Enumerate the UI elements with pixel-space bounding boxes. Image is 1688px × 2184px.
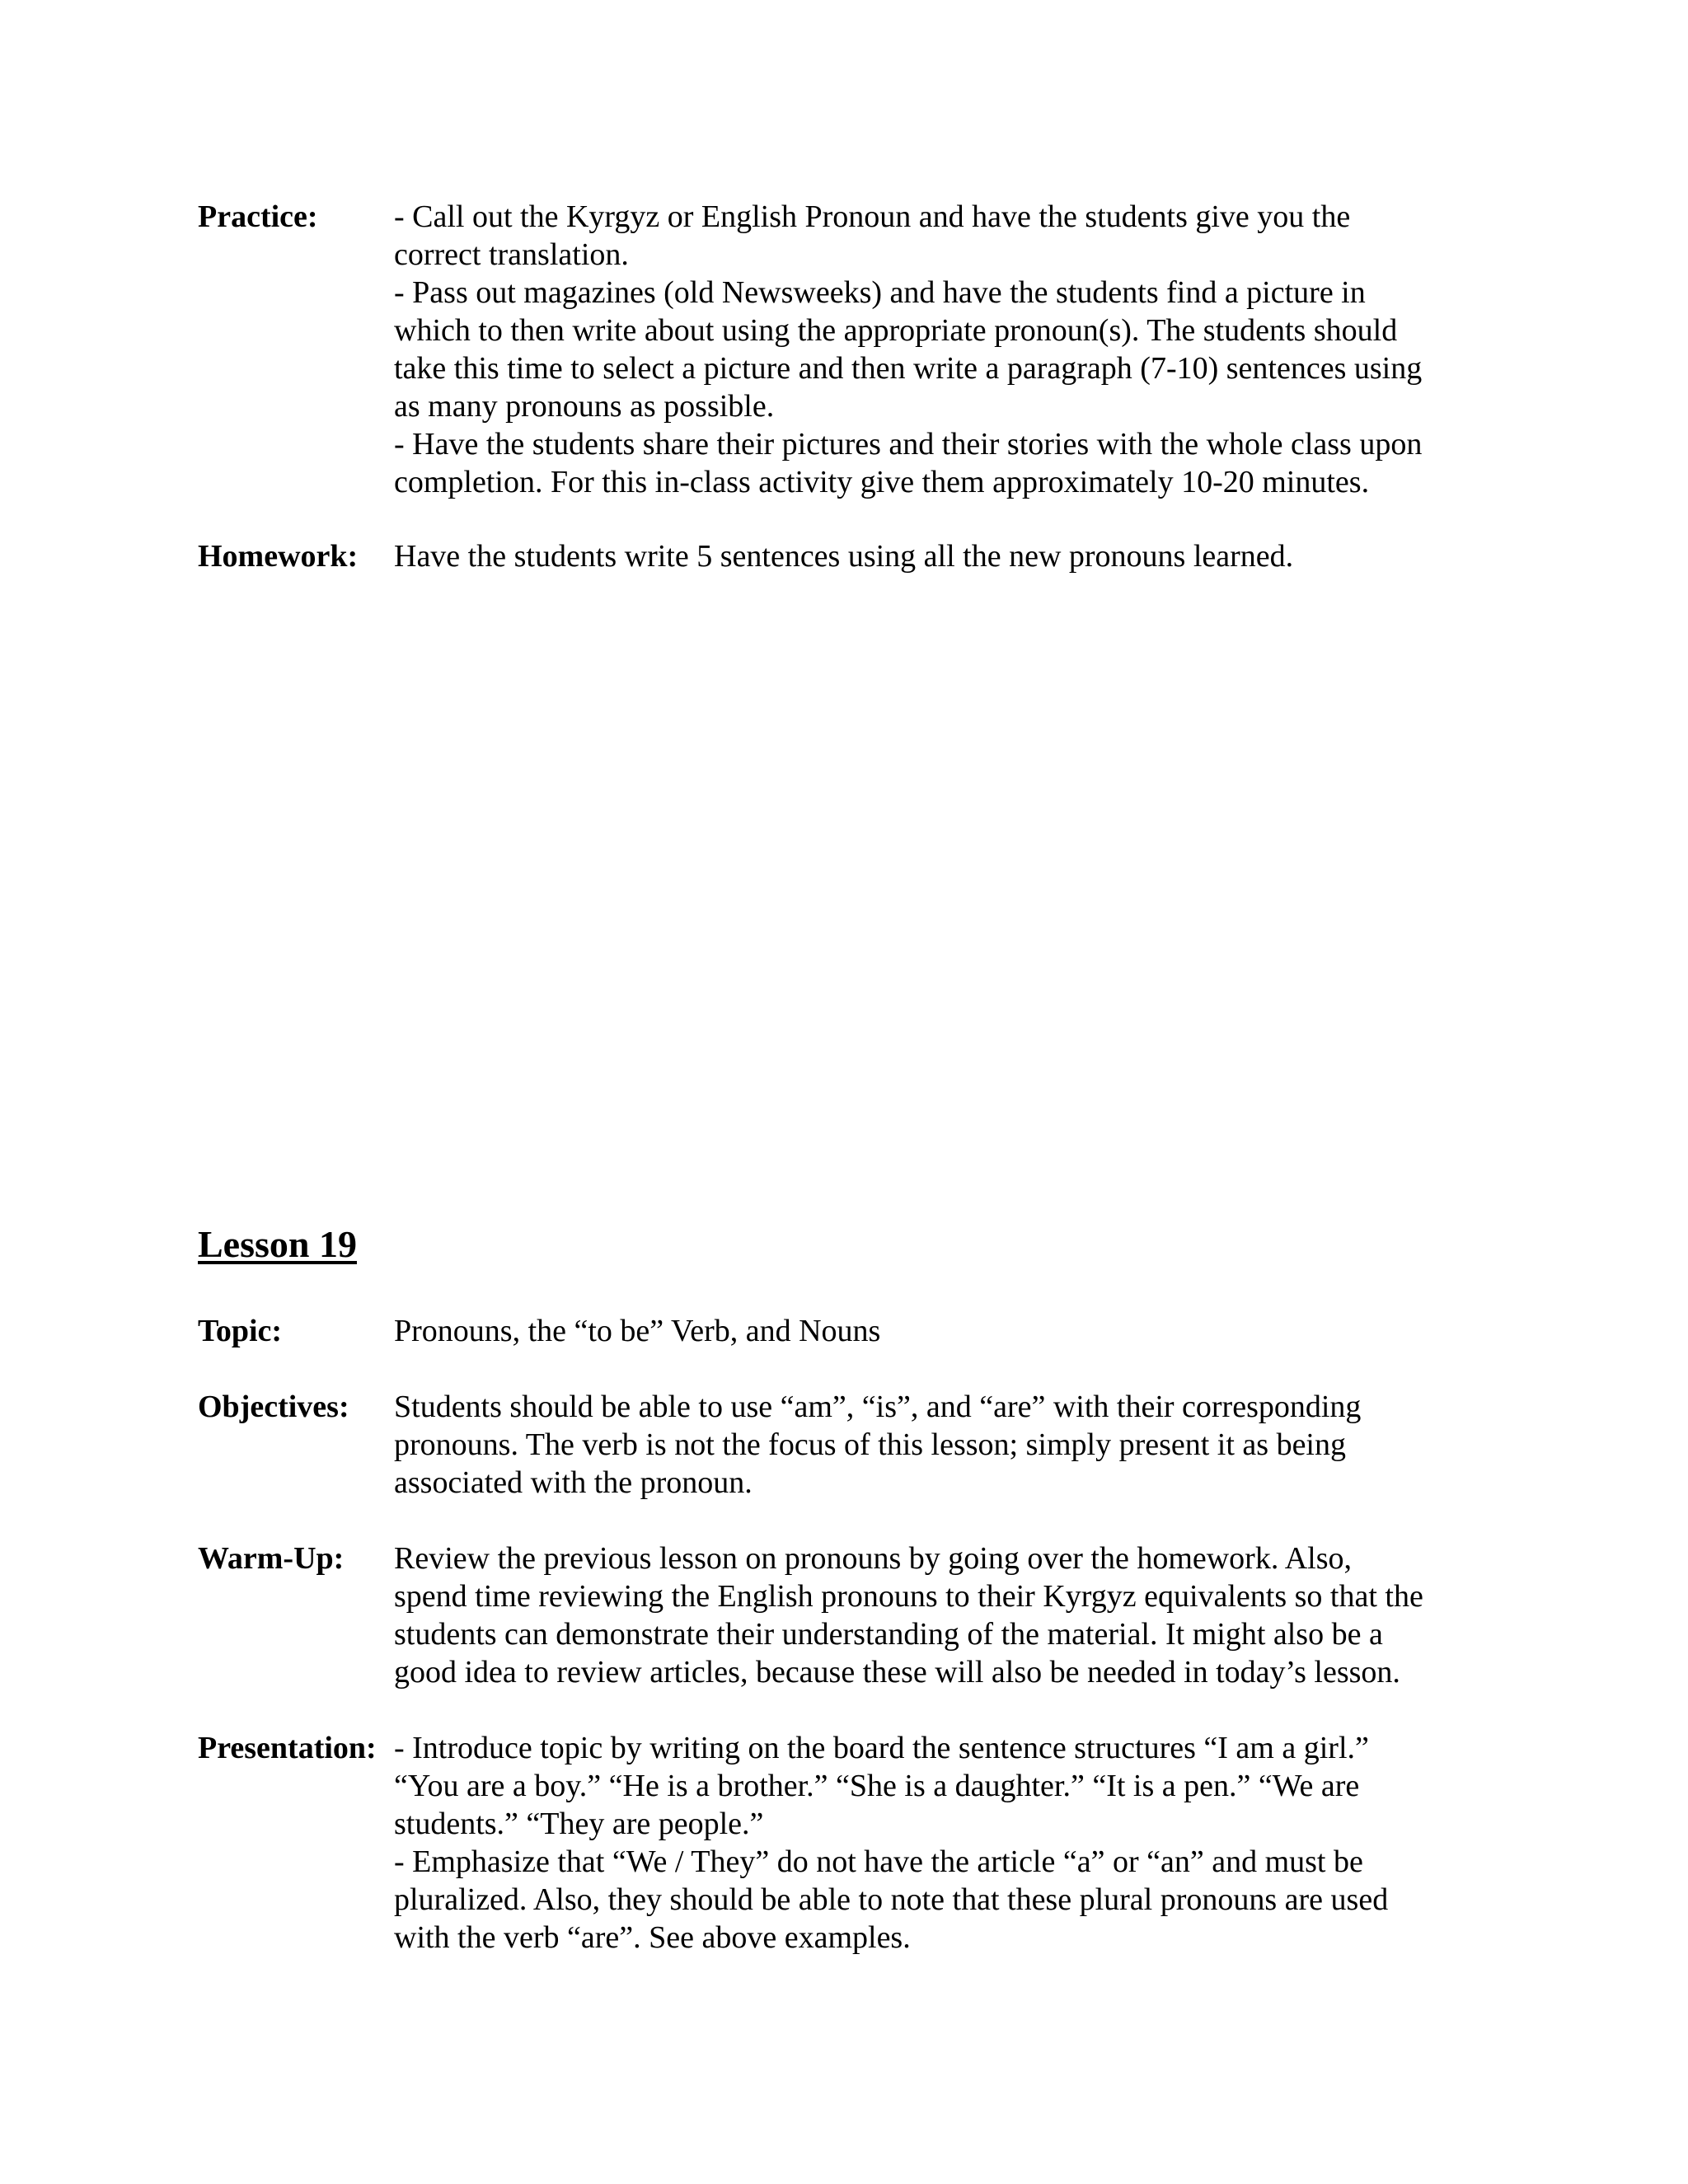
- warmup-section: [198, 1540, 1500, 1691]
- practice-line: as many pronouns as possible.: [394, 389, 775, 424]
- objectives-section: [198, 1388, 1500, 1502]
- practice-line: - Call out the Kyrgyz or English Pronoun and have the students give you the: [394, 199, 1351, 234]
- lesson-title: Lesson 19: [198, 1223, 357, 1265]
- warmup-line: students can demonstrate their understanding of the material. It might also be a: [394, 1617, 1383, 1652]
- practice-line: which to then write about using the appropriate pronoun(s). The students should: [394, 313, 1398, 348]
- presentation-section: [198, 1729, 1500, 1957]
- topic-section: [198, 1312, 1500, 1350]
- homework-section: [198, 537, 1500, 575]
- warmup-line: spend time reviewing the English pronouns to their Kyrgyz equivalents so that the: [394, 1579, 1423, 1614]
- presentation-label: Presentation:: [198, 1731, 377, 1765]
- presentation-content: [394, 1729, 1500, 1957]
- objectives-label: Objectives:: [198, 1390, 349, 1424]
- practice-section: [198, 198, 1500, 501]
- topic-label: Topic:: [198, 1314, 283, 1348]
- practice-label: Practice:: [198, 199, 318, 234]
- homework-content: [394, 537, 1500, 575]
- practice-line: correct translation.: [394, 237, 629, 272]
- presentation-line: pluralized. Also, they should be able to note that these plural pronouns are used: [394, 1882, 1389, 1917]
- homework-line: Have the students write 5 sentences using all the new pronouns learned.: [394, 539, 1294, 574]
- presentation-line: students.” “They are people.”: [394, 1807, 764, 1841]
- presentation-line: “You are a boy.” “He is a brother.” “She is a daughter.” “It is a pen.” “We are: [394, 1769, 1360, 1803]
- objectives-content: [394, 1388, 1500, 1502]
- objectives-line: pronouns. The verb is not the focus of this lesson; simply present it as being: [394, 1427, 1346, 1462]
- warmup-label: Warm-Up:: [198, 1541, 345, 1576]
- practice-line: - Have the students share their pictures and their stories with the whole class upon: [394, 427, 1423, 462]
- warmup-line: Review the previous lesson on pronouns by going over the homework. Also,: [394, 1541, 1353, 1576]
- topic-line: Pronouns, the “to be” Verb, and Nouns: [394, 1314, 881, 1348]
- warmup-line: good idea to review articles, because these will also be needed in today’s lesson.: [394, 1655, 1400, 1690]
- practice-line: - Pass out magazines (old Newsweeks) and have the students find a picture in: [394, 275, 1366, 310]
- warmup-content: [394, 1540, 1500, 1691]
- objectives-line: Students should be able to use “am”, “is”, and “are” with their corresponding: [394, 1390, 1362, 1424]
- practice-content: [394, 198, 1500, 501]
- presentation-line: - Emphasize that “We / They” do not have the article “a” or “an” and must be: [394, 1844, 1363, 1879]
- presentation-line: - Introduce topic by writing on the board the sentence structures “I am a girl.”: [394, 1731, 1369, 1765]
- practice-line: take this time to select a picture and then write a paragraph (7-10) sentences using: [394, 351, 1423, 386]
- topic-content: [394, 1312, 1500, 1350]
- homework-label: Homework:: [198, 539, 359, 574]
- objectives-line: associated with the pronoun.: [394, 1465, 753, 1500]
- practice-line: completion. For this in-class activity give them approximately 10-20 minutes.: [394, 465, 1370, 499]
- presentation-line: with the verb “are”. See above examples.: [394, 1920, 911, 1955]
